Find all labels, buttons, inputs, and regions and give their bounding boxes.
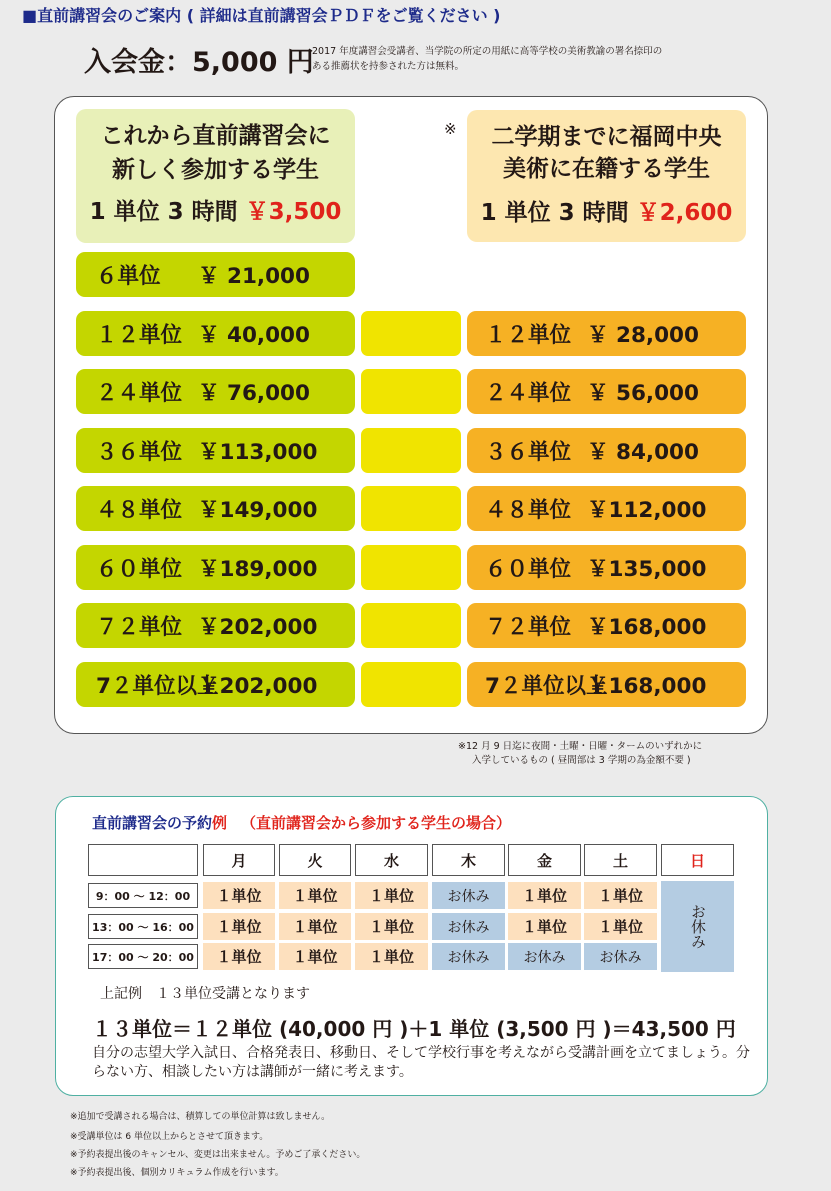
price-value: ￥ 76,000 (198, 381, 310, 406)
new-student-unit-rate (76, 193, 355, 226)
day-header: 土 (584, 844, 657, 876)
divider-block (361, 428, 461, 473)
example-title-red: 例 (212, 814, 228, 832)
units-label: ７２単位 (96, 615, 183, 640)
divider-block (361, 545, 461, 590)
rest-cell: お休み (432, 913, 505, 940)
deadline-note-line: ※12 月 9 日迄に夜間・土曜・日曜・タームのいずれかに (458, 741, 703, 752)
rest-cell: お休み (432, 943, 505, 970)
footnote: ※予約表提出後、個別カリキュラム作成を行います。 (70, 1168, 284, 1178)
units-label: ６０単位 (96, 557, 183, 582)
unit-rate-text: 1 単位 3 時間 (89, 199, 246, 225)
units-label: ６０単位 (485, 557, 572, 582)
unit-rate-price: ￥2,600 (636, 200, 733, 226)
enrolled-student-header (467, 110, 746, 242)
day-header-sunday: 日 (661, 844, 734, 876)
price-value: ￥ 40,000 (198, 323, 310, 348)
new-price-row (76, 428, 355, 473)
time-slot: 17：00 ～ 20：00 (88, 944, 198, 969)
page-header: ■直前講習会のご案内 ( 詳細は直前講習会ＰＤＦをご覧ください ) (22, 6, 501, 25)
entrance-fee: 入会金：5,000 円 (84, 47, 314, 78)
price-value: ￥112,000 (587, 498, 707, 523)
time-slot: 13：00 ～ 16：00 (88, 914, 198, 939)
day-header: 水 (355, 844, 428, 876)
divider-block (361, 311, 461, 356)
price-value: ￥ 21,000 (198, 264, 310, 289)
footnote: ※予約表提出後のキャンセル、変更は出来ません。予めご了承ください。 (70, 1150, 366, 1160)
units-label: ３６単位 (96, 440, 183, 465)
day-header: 木 (432, 844, 505, 876)
time-slot: 9：00 ～ 12：00 (88, 883, 198, 908)
enrolled-price-row (467, 662, 746, 707)
price-value: ￥149,000 (198, 498, 318, 523)
price-value: ￥135,000 (587, 557, 707, 582)
unit-cell: １単位 (584, 913, 657, 940)
unit-rate-price: ￥3,500 (245, 199, 342, 225)
new-price-row (76, 662, 355, 707)
price-value: ￥168,000 (587, 674, 707, 699)
example-subtitle: （直前講習会から参加する学生の場合） (241, 814, 512, 832)
deadline-note (458, 740, 702, 768)
price-value: ￥ 56,000 (587, 381, 699, 406)
units-label: ２４単位 (485, 381, 572, 406)
new-price-row (76, 252, 355, 297)
unit-cell: １単位 (355, 882, 428, 909)
price-value: ￥202,000 (198, 615, 318, 640)
units-label: ４８単位 (96, 498, 183, 523)
example-title-main: 直前講習会の予約 (92, 814, 213, 832)
asterisk-mark: ※ (444, 120, 457, 138)
day-header: 火 (279, 844, 351, 876)
example-title (92, 812, 511, 833)
price-value: ￥ 84,000 (587, 440, 699, 465)
enrolled-student-title-line1: 二学期までに福岡中央 (491, 124, 722, 150)
units-label: ２４単位 (96, 381, 183, 406)
units-label: 7２単位以上 (485, 674, 608, 699)
new-student-title-line2: 新しく参加する学生 (112, 157, 319, 183)
new-price-row (76, 369, 355, 414)
new-student-title-line1: これから直前講習会に (100, 123, 331, 149)
units-label: ６単位 (96, 264, 161, 289)
rest-cell: お休み (584, 943, 657, 970)
enrolled-student-title-line2: 美術に在籍する学生 (503, 156, 710, 182)
entrance-fee-note-line: 2017 年度講習会受講者、当学院の所定の用紙に高等学校の美術教諭の署名捺印の (312, 46, 663, 57)
example-summary: 上記例 １３単位受講となります (100, 986, 310, 1002)
new-price-row (76, 545, 355, 590)
unit-cell: １単位 (279, 943, 351, 970)
units-label: ３６単位 (485, 440, 572, 465)
price-value: ￥168,000 (587, 615, 707, 640)
unit-cell: １単位 (584, 882, 657, 909)
price-value: ￥113,000 (198, 440, 318, 465)
unit-cell: １単位 (279, 913, 351, 940)
sunday-rest-cell: お休み (661, 881, 734, 972)
enrolled-price-row (467, 603, 746, 648)
enrolled-price-row (467, 486, 746, 531)
unit-cell: １単位 (355, 943, 428, 970)
units-label: ７２単位 (485, 615, 572, 640)
enrolled-price-row (467, 311, 746, 356)
enrolled-price-row (467, 428, 746, 473)
day-header: 金 (508, 844, 581, 876)
divider-block (361, 662, 461, 707)
unit-cell: １単位 (508, 913, 581, 940)
unit-rate-text: 1 単位 3 時間 (480, 200, 637, 226)
units-label: １２単位 (485, 323, 572, 348)
schedule-corner-cell (88, 844, 198, 876)
deadline-note-line: 入学しているもの ( 昼間部は 3 学期の為金額不要 ) (472, 755, 691, 766)
unit-cell: １単位 (203, 913, 275, 940)
unit-cell: １単位 (508, 882, 581, 909)
footnote: ※追加で受講される場合は、積算しての単位計算は致しません。 (70, 1112, 331, 1122)
new-price-row (76, 311, 355, 356)
units-label: １２単位 (96, 323, 183, 348)
price-value: ￥ 28,000 (587, 323, 699, 348)
rest-cell: お休み (508, 943, 581, 970)
footnote: ※受講単位は 6 単位以上からとさせて頂きます。 (70, 1132, 269, 1142)
new-student-header (76, 109, 355, 243)
entrance-fee-note-line: ある推薦状を持参された方は無料。 (312, 61, 465, 72)
price-value: ￥189,000 (198, 557, 318, 582)
rest-cell: お休み (432, 882, 505, 909)
divider-block (361, 603, 461, 648)
new-price-row (76, 603, 355, 648)
enrolled-price-row (467, 369, 746, 414)
new-price-row (76, 486, 355, 531)
unit-cell: １単位 (279, 882, 351, 909)
day-header: 月 (203, 844, 275, 876)
enrolled-student-unit-rate (467, 194, 746, 227)
enrolled-price-row (467, 545, 746, 590)
example-total: １３単位＝１２単位 (40,000 円 )＋1 単位 (3,500 円 )＝43,500 円 (92, 1017, 736, 1041)
unit-cell: １単位 (203, 882, 275, 909)
entrance-fee-note (312, 44, 662, 74)
unit-cell: １単位 (355, 913, 428, 940)
example-advice: 自分の志望大学入試日、合格発表日、移動日、そして学校行事を考えながら受講計画を立てましょう。分らない方、相談したい方は講師が一緒に考えます。 (92, 1045, 750, 1080)
divider-block (361, 369, 461, 414)
unit-cell: １単位 (203, 943, 275, 970)
price-value: ￥202,000 (198, 674, 318, 699)
units-label: ４８単位 (485, 498, 572, 523)
units-label: 7２単位以上 (96, 674, 219, 699)
divider-block (361, 486, 461, 531)
